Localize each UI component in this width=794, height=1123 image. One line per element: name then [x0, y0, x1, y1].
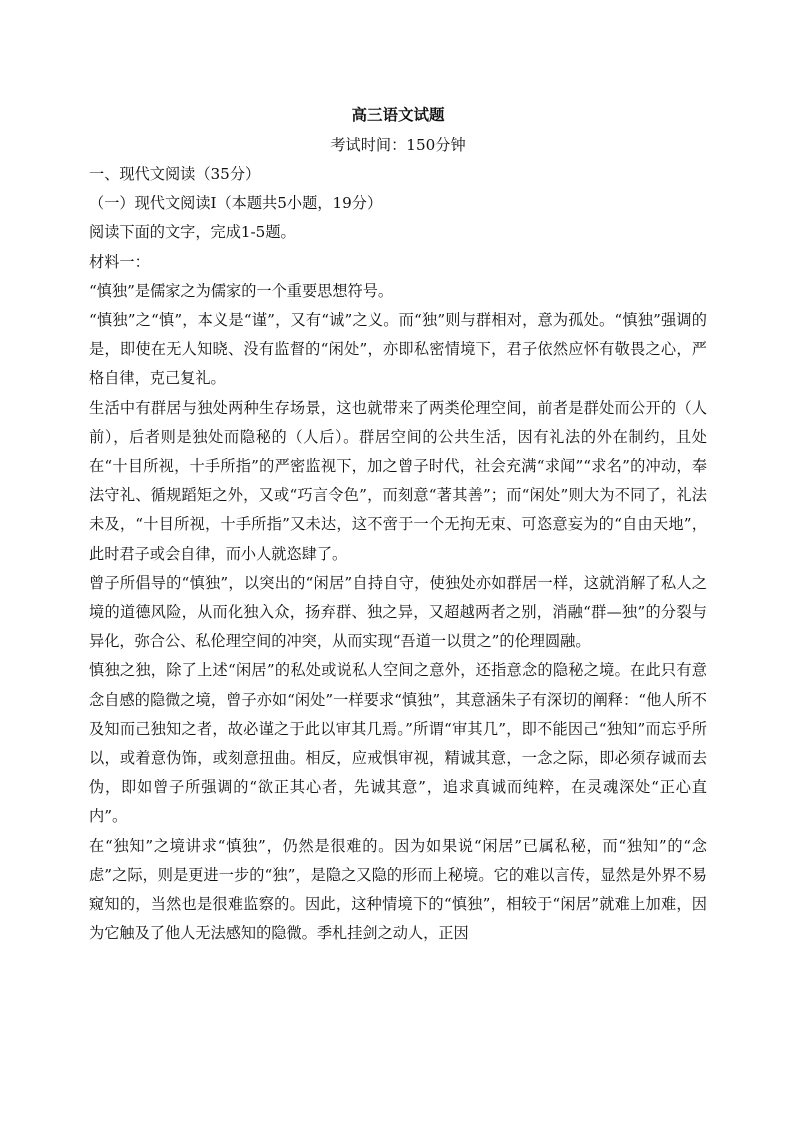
paragraph: 曾子所倡导的“慎独”，以突出的“闲居”自持自守，使独处亦如群居一样，这就消解了私人之境的道德风险，从而化独入众，扬弃群、独之异，又超越两者之别，消融“群—独”的分裂与异化，弥合公、私伦理空间的冲突，从而实现“吾道一以贯之”的伦理圆融。	[89, 573, 707, 651]
subsection-heading: （一）现代文阅读Ⅰ（本题共5小题，19分）	[89, 194, 383, 213]
reading-instruction: 阅读下面的文字，完成1-5题。	[89, 223, 296, 242]
paragraph: 慎独之独，除了上述“闲居”的私处或说私人空间之意外，还指意念的隐秘之境。在此只有意念自感的隐微之境，曾子亦如“闲处”一样要求“慎独”，其意涵朱子有深切的阐释：“他人所不及知而己独知之者，故必谨之于此以审其几焉。”所谓“审其几”，即不能因己“独知”而忘乎所以，或着意伪饰，或刻意扭曲。相反，应戒惧审视，精诚其意，一念之际，即必须存诚而去伪，即如曾子所强调的“欲正其心者，先诚其意”，追求真诚而纯粹，在灵魂深处“正心直内”。	[89, 661, 707, 826]
exam-title: 高三语文试题	[351, 105, 445, 124]
paragraph: “慎独”是儒家之为儒家的一个重要思想符号。	[89, 281, 394, 300]
section-heading: 一、现代文阅读（35分）	[89, 165, 261, 183]
material-label: 材料一：	[89, 252, 150, 271]
paragraph: 在“独知”之境讲求“慎独”，仍然是很难的。因为如果说“闲居”已属私秘，而“独知”的“念虑”之际，则是更进一步的“独”，是隐之又隐的形而上秘境。它的难以言传，显然是外界不易窥知的，当然也是很难监察的。因此，这种情境下的“慎独”，相较于“闲居”就难上加难，因为它触及了他人无法感知的隐微。季札挂剑之动人，正因	[89, 836, 707, 943]
exam-duration: 考试时间：150分钟	[330, 136, 466, 154]
paragraph: 生活中有群居与独处两种生存场景，这也就带来了两类伦理空间，前者是群处而公开的（人前），后者则是独处而隐秘的（人后）。群居空间的公共生活，因有礼法的外在制约，且处在“十目所视，十手所指”的严密监视下，加之曾子时代，社会充满“求闻”“求名”的冲动，奉法守礼、循规蹈矩之外，又或“巧言令色”，而刻意“著其善”；而“闲处”则大为不同了，礼法未及，“十目所视，十手所指”又未达，这不啻于一个无拘无束、可恣意妄为的“自由天地”，此时君子或会自律，而小人就恣肆了。	[89, 398, 707, 563]
document-body	[89, 100, 707, 948]
paragraph: “慎独”之“慎”，本义是“谨”，又有“诚”之义。而“独”则与群相对，意为孤处。“慎独”强调的是，即使在无人知晓、没有监督的“闲处”，亦即私密情境下，君子依然应怀有敬畏之心，严格自律，克己复礼。	[89, 311, 707, 388]
